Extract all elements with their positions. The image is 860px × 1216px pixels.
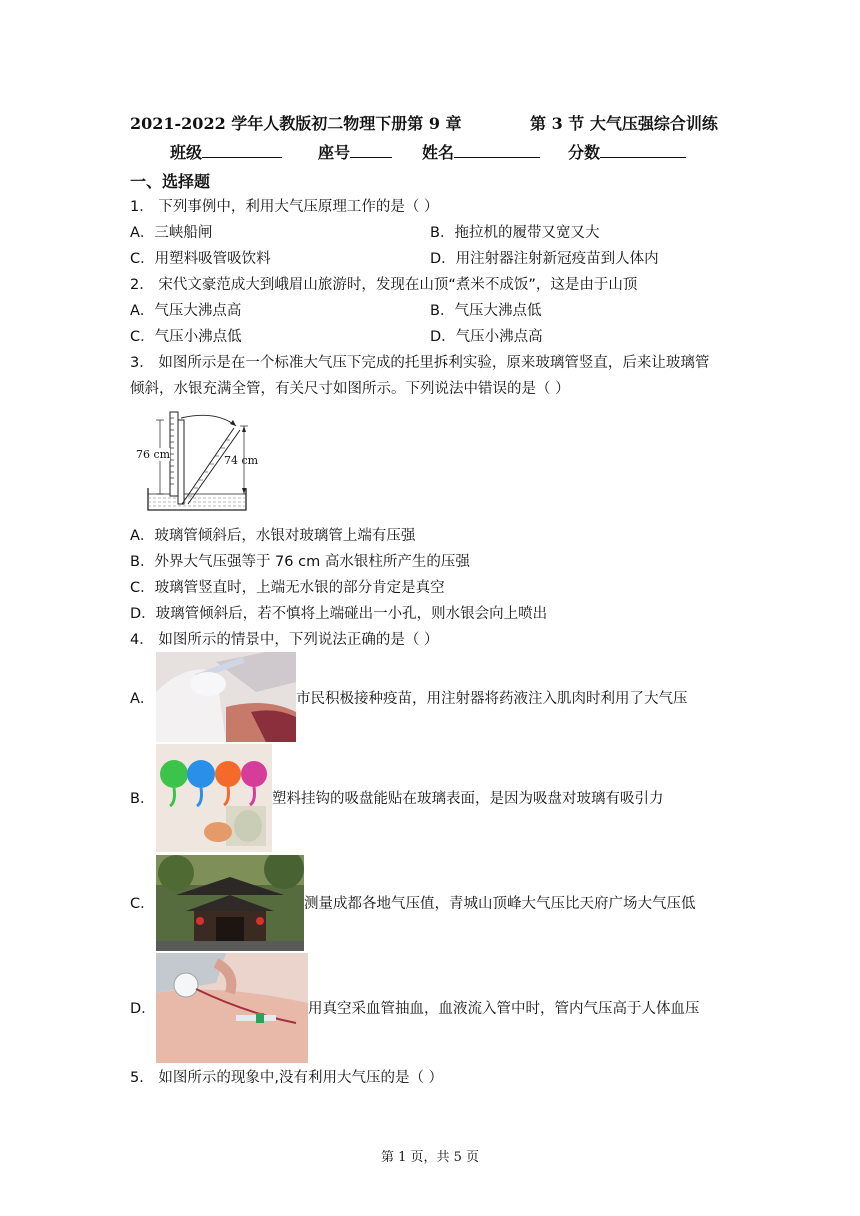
seat-label: 座号 [318, 143, 351, 162]
q4-stem: 4． 如图所示的情景中，下列说法正确的是（ ） [130, 632, 439, 648]
vertical-tube [178, 420, 184, 504]
fig-label-76: 76 cm [136, 448, 171, 461]
name-field [422, 140, 540, 163]
q4-option-b-text: 塑料挂钩的吸盘能贴在玻璃表面，是因为吸盘对玻璃有吸引力 [272, 791, 664, 807]
temple-photo [156, 855, 304, 951]
q1-option-a: A．三峡船闸 [130, 225, 213, 241]
q1-option-b: B．拖拉机的履带又宽又大 [430, 225, 600, 241]
class-label: 班级 [170, 143, 203, 162]
torricelli-figure [136, 410, 266, 518]
q2-option-a: A．气压大沸点高 [130, 303, 242, 319]
class-field [170, 140, 282, 163]
q4-option-d-text: 用真空采血管抽血，血液流入管中时，管内气压高于人体血压 [308, 1001, 700, 1017]
q1-option-c: C．用塑料吸管吸饮料 [130, 251, 271, 267]
q2-option-c: C．气压小沸点低 [130, 329, 242, 345]
q3-option-a: A．玻璃管倾斜后，水银对玻璃管上端有压强 [130, 528, 416, 544]
score-label: 分数 [568, 143, 601, 162]
q2-option-d: D．气压小沸点高 [430, 329, 543, 345]
q2-option-b: B．气压大沸点低 [430, 303, 542, 319]
q3-stem-line2: 倾斜，水银充满全管，有关尺寸如图所示。下列说法中错误的是（ ） [130, 381, 570, 397]
fig-label-74: 74 cm [224, 454, 259, 467]
q2-stem: 2． 宋代文豪范成大到峨眉山旅游时，发现在山顶“煮米不成饭”，这是由于山顶 [130, 277, 638, 293]
q1-stem: 1． 下列事例中，利用大气压原理工作的是（ ） [130, 199, 439, 215]
name-blank [454, 143, 540, 158]
section-title: 一、选择题 [130, 172, 211, 191]
q3-option-c: C．玻璃管竖直时，上端无水银的部分肯定是真空 [130, 580, 445, 596]
seat-blank [350, 143, 392, 158]
class-blank [202, 143, 282, 158]
q5-stem: 5． 如图所示的现象中,没有利用大气压的是（ ） [130, 1070, 444, 1086]
score-field [568, 140, 686, 163]
blood-draw-photo [156, 953, 308, 1063]
q4-option-b-label: B． [130, 791, 155, 807]
vaccine-photo [156, 652, 296, 742]
q3-option-b: B．外界大气压强等于 76 cm 高水银柱所产生的压强 [130, 554, 470, 570]
q4-option-a-label: A． [130, 691, 155, 707]
q1-option-d: D．用注射器注射新冠疫苗到人体内 [430, 251, 659, 267]
suction-hooks-photo [156, 744, 272, 852]
q4-option-d-label: D． [130, 1001, 156, 1017]
q4-option-c-label: C． [130, 896, 155, 912]
doc-title-left: 2021-2022 学年人教版初二物理下册第 9 章 [130, 114, 462, 133]
score-blank [600, 143, 686, 158]
q3-stem-line1: 3． 如图所示是在一个标准大气压下完成的托里拆利实验，原来玻璃管竖直，后来让玻璃管 [130, 355, 710, 371]
page-footer: 第 1 页，共 5 页 [380, 1150, 480, 1165]
name-label: 姓名 [422, 143, 455, 162]
doc-title-right: 第 3 节 大气压强综合训练 [530, 114, 718, 133]
tilt-arrow [181, 415, 236, 426]
q3-option-d: D．玻璃管倾斜后，若不慎将上端碰出一小孔，则水银会向上喷出 [130, 606, 548, 622]
q4-option-c-text: 测量成都各地气压值，青城山顶峰大气压比天府广场大气压低 [304, 896, 696, 912]
q4-option-a-text: 市民积极接种疫苗，用注射器将药液注入肌肉时利用了大气压 [296, 691, 688, 707]
seat-field [318, 140, 392, 163]
